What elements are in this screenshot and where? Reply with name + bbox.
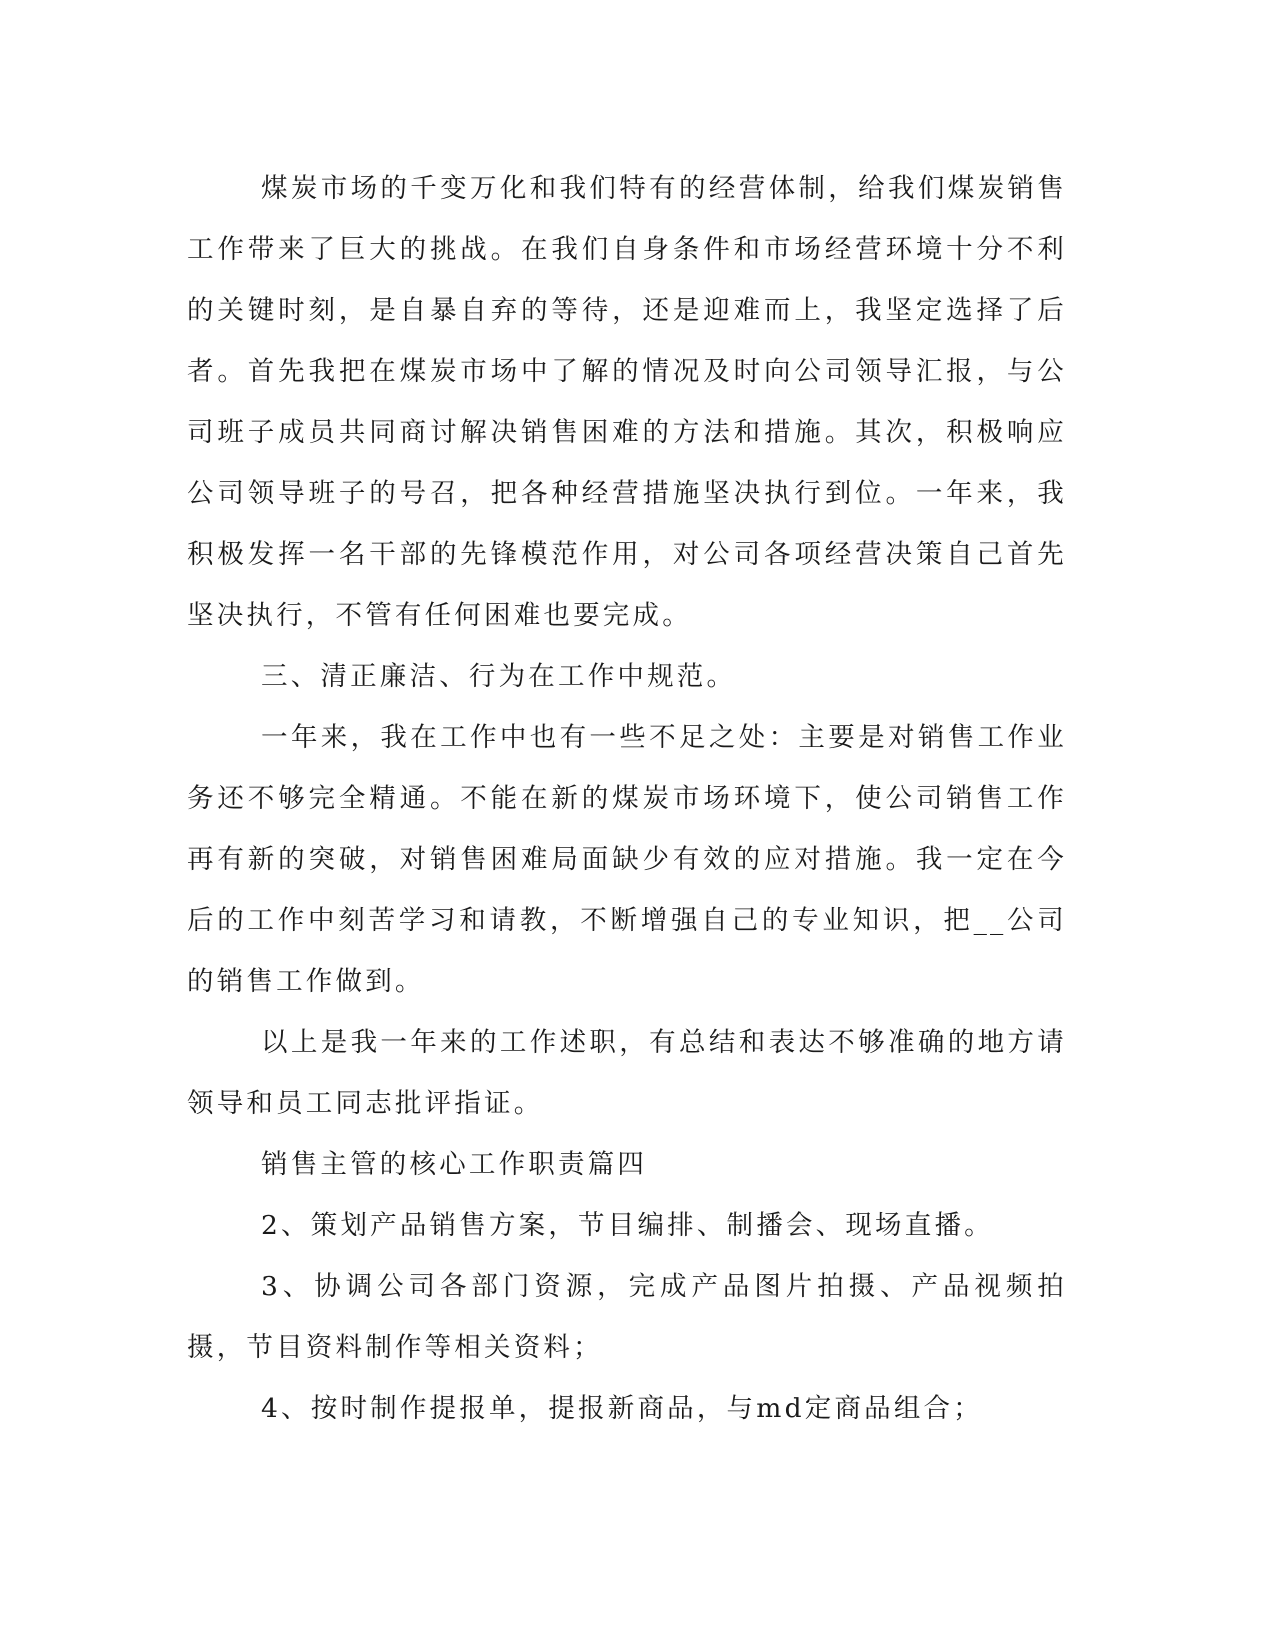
section-heading-integrity: 三、清正廉洁、行为在工作中规范。 <box>261 661 737 692</box>
paragraph-shortcomings: 一年来，我在工作中也有一些不足之处：主要是对销售工作业务还不够完全精通。不能在新的煤炭市场环境下，使公司销售工作再有新的突破，对销售困难局面缺少有效的应对措施。我一定在今后的工作中刻苦学习和请教，不断增强自己的专业知识，把__公司的销售工作做到。 <box>187 722 1067 997</box>
list-item-2: 2、策划产品销售方案，节目编排、制播会、现场直播。 <box>261 1210 994 1241</box>
document-body <box>187 158 1067 1439</box>
paragraph-coal-market-challenges: 煤炭市场的千变万化和我们特有的经营体制，给我们煤炭销售工作带来了巨大的挑战。在我们自身条件和市场经营环境十分不利的关键时刻，是自暴自弃的等待，还是迎难而上，我坚定选择了后者。首先我把在煤炭市场中了解的情况及时向公司领导汇报，与公司班子成员共同商讨解决销售困难的方法和措施。其次，积极响应公司领导班子的号召，把各种经营措施坚决执行到位。一年来，我积极发挥一名干部的先锋模范作用，对公司各项经营决策自己首先坚决执行，不管有任何困难也要完成。 <box>187 173 1067 631</box>
list-item-4: 4、按时制作提报单，提报新商品，与md定商品组合； <box>261 1393 983 1424</box>
paragraph-closing-remarks: 以上是我一年来的工作述职，有总结和表达不够准确的地方请领导和员工同志批评指证。 <box>187 1027 1067 1119</box>
list-item-3: 3、协调公司各部门资源，完成产品图片拍摄、产品视频拍摄，节目资料制作等相关资料； <box>187 1271 1067 1363</box>
section-heading-part-four: 销售主管的核心工作职责篇四 <box>261 1149 648 1180</box>
